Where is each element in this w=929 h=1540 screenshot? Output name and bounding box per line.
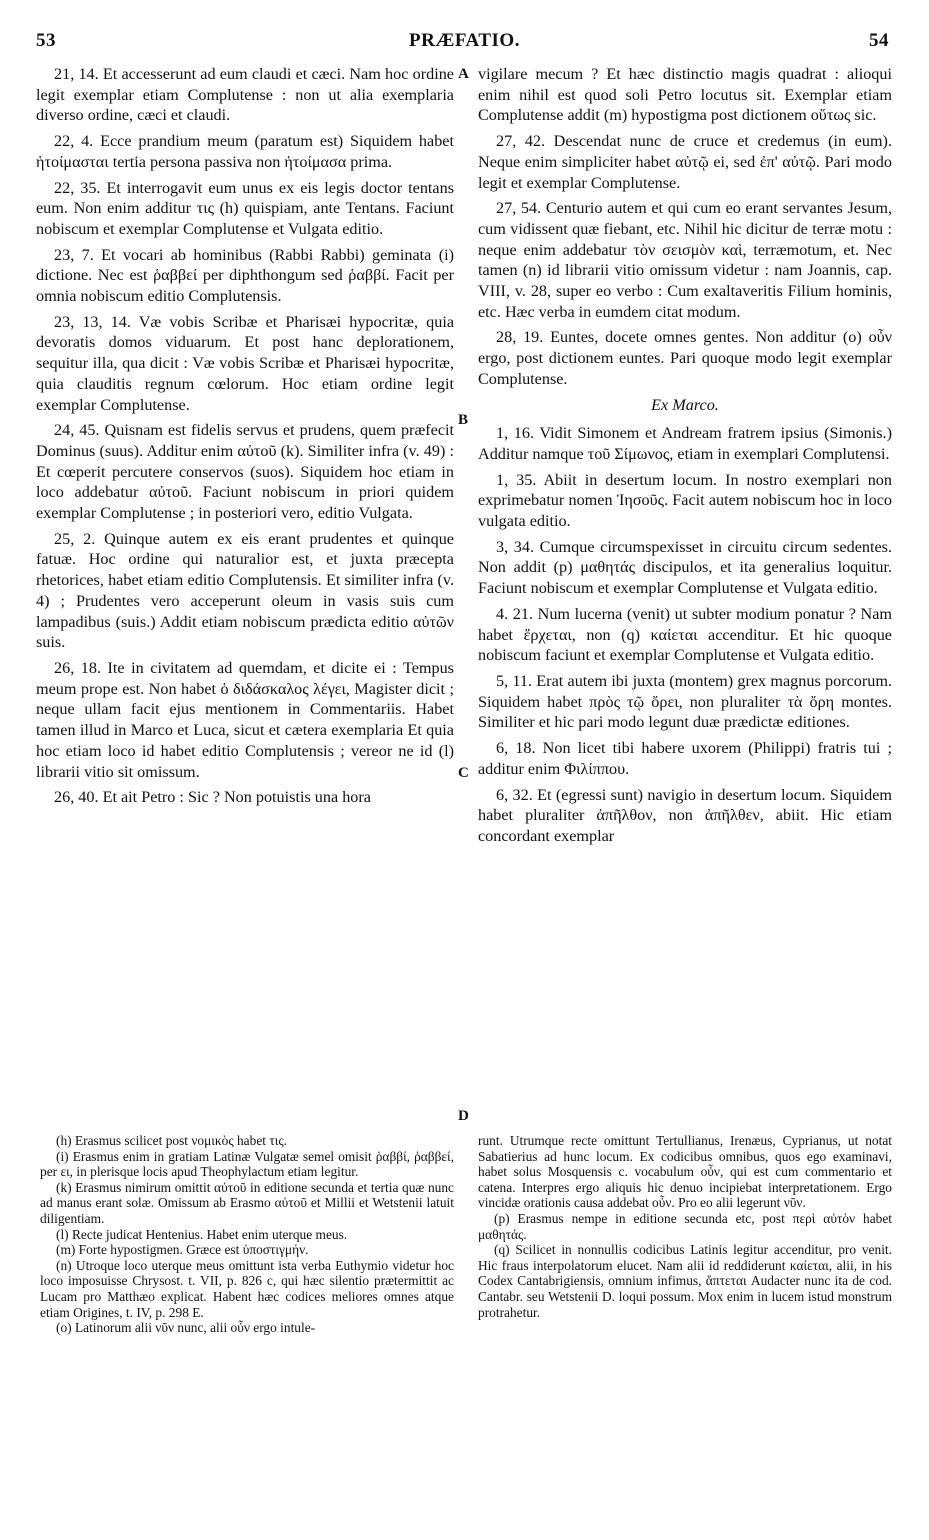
paragraph: 21, 14. Et accesserunt ad eum claudi et cæci. Nam hoc ordine legit exemplar etiam Complutense : non ut alia exemplaria diverso ordine, cæci et claudi.	[36, 65, 454, 125]
paragraph: 22, 35. Et interrogavit eum unus ex eis legis doctor tentans eum. Non enim additur τις (h) quispiam, ante Tentans. Faciunt nobiscum et exemplar Complutense et Vulgata editio.	[36, 178, 454, 238]
margin-marker-c: C	[458, 765, 469, 781]
margin-marker-a: A	[458, 66, 469, 82]
paragraph: 26, 18. Ite in civitatem ad quemdam, et dicite ei : Tempus meum prope est. Non habet ὁ διδάσκαλος λέγει, Magister dicit ; neque ullam facit ejus mentionem in Commentariis. Habet tamen illud in Marco et Luca, sicut et cætera exemplaria Et quia hoc etiam loco id habet editio Complutensis ; vereor ne id (l) librarii vitio sit omissum.	[36, 658, 454, 781]
margin-marker-d: D	[458, 1108, 469, 1124]
paragraph: 1, 35. Abiit in desertum locum. In nostro exemplari non exprimebatur nomen Ἰησοῦς. Facit autem nobiscum hoc in loco vulgata editio.	[478, 470, 892, 531]
paragraph: 24, 45. Quisnam est fidelis servus et prudens, quem præfecit Dominus (suus). Additur enim αὐτοῦ (k). Similiter infra (v. 49) : Et cœperit percutere conservos (suos). Siquidem hoc etiam in loco addebatur αὐτοῦ. Faciunt nobiscum in priori quidem exemplar Complutense ; in posteriori vero, editio Vulgata.	[36, 421, 454, 523]
footnote: (p) Erasmus nempe in editione secunda etc, post περὶ αὐτὸν habet μαθητάς.	[478, 1210, 892, 1242]
paragraph: 6, 18. Non licet tibi habere uxorem (Philippi) fratris tui ; additur enim Φιλίππου.	[478, 739, 892, 778]
paragraph: 4. 21. Num lucerna (venit) ut subter modium ponatur ? Nam habet ἔρχεται, non (q) καίεται accenditur. Et hic quoque nobiscum faciunt et exemplar Complutense et Vulgata editio.	[478, 604, 892, 665]
margin-marker-b: B	[458, 412, 469, 428]
paragraph: 27, 54. Centurio autem et qui cum eo erant servantes Jesum, cum vidissent quæ fiebant, etc. Nihil hic dicitur de terræ motu : neque enim addebatur τὸν σεισμὸν καὶ, terræmotum, et. Nec tamen (n) id librarii vitio omissum videtur : nam Joannis, cap. VIII, v. 28, super eo verbo : Cum exaltaveritis Filium hominis, etc. Hæc verba in eumdem citat modum.	[478, 199, 892, 321]
paragraph: 26, 40. Et ait Petro : Sic ? Non potuistis una hora	[54, 788, 371, 807]
paragraph: 6, 32. Et (egressi sunt) navigio in desertum locum. Siquidem habet pluraliter ἀπῆλθον, non ἀπῆλθεν, abiit. Hic etiam concordant exemplar	[478, 785, 892, 845]
footnote: (l) Recte judicat Hentenius. Habet enim uterque meus.	[56, 1226, 348, 1242]
page-number-left: 53	[36, 30, 56, 51]
paragraph: 1, 16. Vidit Simonem et Andream fratrem ipsius (Simonis.) Additur namque τοῦ Σίμωνος, etiam in exemplari Complutensi.	[478, 424, 892, 463]
footnote: (m) Forte hypostigmen. Græce est ὑποστιγμήν.	[56, 1242, 309, 1258]
footnote: (q) Scilicet in nonnullis codicibus Latinis legitur accenditur, pro venit. Hic fraus interpolatorum elucet. Nam alii id reddiderunt καίεται, alii, in his Codex Cantabrigiensis, omnium infimus, ἅπτεται Audacter nunc ita de cod. Cantabr. seu Wetstenii D. loqui possum. Mox enim in lucem istud monstrum protrahetur.	[478, 1242, 892, 1320]
paragraph: 25, 2. Quinque autem ex eis erant prudentes et quinque fatuæ. Hoc ordine qui naturalior est, et juxta præcepta rhetorices, habet etiam editio Complutensis. Et similiter infra (v. 4) ; Prudentes vero acceperunt oleum in vasis suis cum lampadibus (suis.) Addit etiam nobiscum prædicta editio αὐτῶν suis.	[36, 529, 454, 652]
page-title: PRÆFATIO.	[409, 30, 520, 51]
paragraph: 23, 7. Et vocari ab hominibus (Rabbi Rabbi) geminata (i) dictione. Nec est ῥαββεί per diphthongum sed ῥαββί. Facit per omnia nobiscum editio Complutensis.	[36, 245, 454, 306]
footnote: (h) Erasmus scilicet post νομικὸς habet τις.	[56, 1133, 287, 1148]
paragraph: 23, 13, 14. Væ vobis Scribæ et Pharisæi hypocritæ, quia devoratis domos viduarum. Et post hanc deplorationem, sequitur illa, qua dicit : Væ vobis Scribæ et Pharisæi hypocritæ, quia clauditis regnum cœlorum. Hoc etiam ordine legit exemplar Complutense.	[36, 312, 454, 414]
footnote: runt. Utrumque recte omittunt Tertullianus, Irenæus, Cyprianus, ut notat Sabatierius ad hunc locum. Ex codicibus omnibus, quos ego examinavi, habet solus Mosquensis c. vocabulum οὖν, qui est cum commentario et catena. Interpres ergo aliquis hic denuo incipiebat interpretationem. Ergo vincidæ orationis causa addebat οὖν. Pro eo alii legerunt νῦν.	[478, 1133, 892, 1211]
footnote: (o) Latinorum alii νῦν nunc, alii οὖν ergo intule-	[56, 1320, 316, 1336]
left-text-column	[36, 64, 454, 813]
page-header	[0, 30, 929, 60]
footnote: (i) Erasmus enim in gratiam Latinæ Vulgatæ semel omisit ῥαββί, ῥαββεί, per ει, in plerisque locis apud Theophylactum etiam legitur.	[40, 1148, 454, 1180]
footnote: (n) Utroque loco uterque meus omittunt ista verba Euthymio videtur hoc loco imposuisse Chrysost. t. VII, p. 826 c, qui hæc silentio prætermittit ac Lucam pro Matthæo explicat. Habent hæc codices meliores omnes atque etiam Origines, t. IV, p. 298 E.	[40, 1257, 454, 1320]
right-text-column	[478, 64, 892, 852]
paragraph: vigilare mecum ? Et hæc distinctio magis quadrat : alioqui enim nihil est quod soli Petro locutus sit. Exemplar etiam Complutense addit (m) hypostigma post dictionem οὕτως sic.	[478, 65, 892, 125]
section-title: Ex Marco.	[651, 395, 719, 414]
footnotes-right	[478, 1133, 892, 1320]
page-number-right: 54	[869, 30, 889, 51]
paragraph: 27, 42. Descendat nunc de cruce et credemus (in eum). Neque enim simpliciter habet αὐτῷ ei, sed ἐπ' αὐτῷ. Pari modo legit et exemplar Complutense.	[478, 132, 892, 192]
paragraph: 22, 4. Ecce prandium meum (paratum est) Siquidem habet ἡτοίμασται tertia persona passiva non ἡτοίμασα prima.	[36, 132, 454, 171]
paragraph: 5, 11. Erat autem ibi juxta (montem) grex magnus porcorum. Siquidem habet πρὸς τῷ ὄρει, non pluraliter τὰ ὄρη montes. Similiter et hic pari modo legunt duæ prædictæ editiones.	[478, 671, 892, 732]
footnotes-left	[40, 1133, 454, 1336]
paragraph: 3, 34. Cumque circumspexisset in circuitu circum sedentes. Non addit (p) μαθητάς discipulos, et ita generalius loquitur. Faciunt nobiscum et exemplar Complutense et Vulgata editio.	[478, 537, 892, 598]
footnote: (k) Erasmus nimirum omittit αὐτοῦ in editione secunda et tertia quæ nunc ad manus erant solæ. Omissum ab Erasmo αὐτοῦ et Millii et Wetstenii latuit diligentiam.	[40, 1179, 454, 1226]
paragraph: 28, 19. Euntes, docete omnes gentes. Non additur (o) οὖν ergo, post dictionem euntes. Pari quoque modo legit exemplar Complutense.	[478, 328, 892, 388]
